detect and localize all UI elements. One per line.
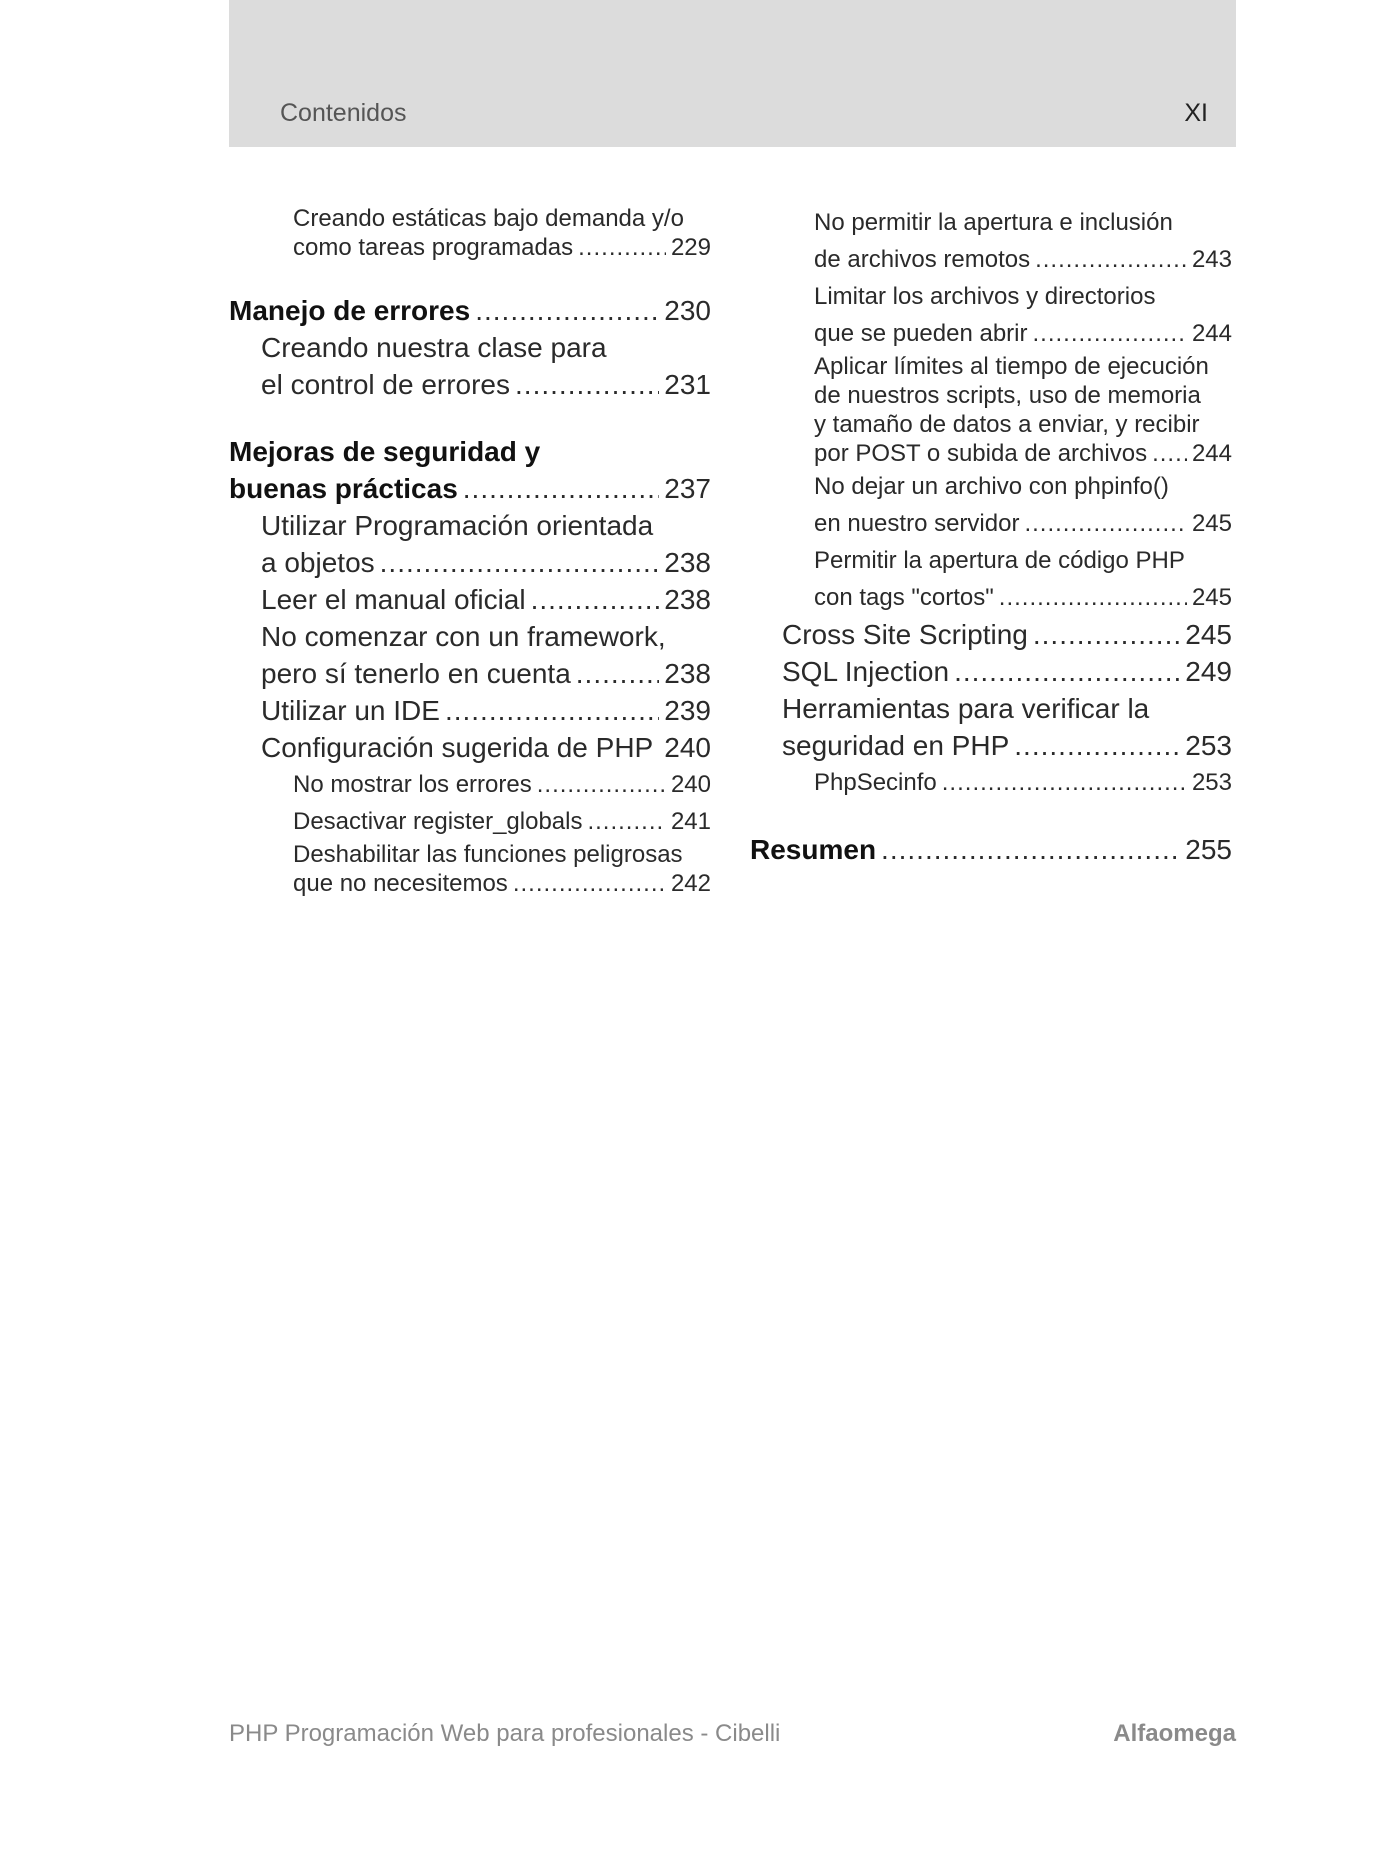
dot-leader: [587, 803, 665, 840]
toc-entry-title: a objetos: [261, 547, 375, 578]
book-title: PHP Programación Web para profesionales - Cibelli: [229, 1720, 781, 1747]
toc-entry-title: Resumen: [750, 834, 877, 865]
dot-leader: [380, 544, 660, 581]
toc-entry[interactable]: [750, 542, 1232, 616]
toc-entry-title: Deshabilitar las funciones peligrosas: [293, 841, 683, 868]
toc-entry[interactable]: [750, 831, 1232, 868]
toc-page-number: 231: [664, 369, 711, 400]
toc-entry[interactable]: [229, 581, 711, 618]
toc-entry-title: Mejoras de seguridad y: [229, 436, 541, 467]
toc-entry-title: Creando estáticas bajo demanda y/o: [293, 205, 684, 232]
toc-page-number: 245: [1185, 619, 1232, 650]
toc-entry-title: pero sí tenerlo en cuenta: [261, 658, 571, 689]
publisher-name: Alfaomega: [1113, 1720, 1236, 1747]
dot-leader: [537, 766, 666, 803]
page-header: [229, 0, 1236, 147]
toc-entry-title: Herramientas para verificar la: [782, 693, 1150, 724]
toc-entry[interactable]: [750, 352, 1232, 468]
toc-page-number: 230: [664, 295, 711, 326]
toc-entry[interactable]: [750, 690, 1232, 764]
toc-page-number: 240: [664, 732, 711, 763]
dot-leader: [999, 579, 1187, 616]
dot-leader: [531, 581, 660, 618]
toc-entry-title: de nuestros scripts, uso de memoria: [814, 382, 1201, 409]
toc-page-number: 244: [1191, 320, 1232, 347]
toc-page-number: 238: [664, 584, 711, 615]
toc-page-number: 245: [1191, 584, 1232, 611]
section-title: Contenidos: [280, 99, 407, 127]
toc-entry[interactable]: [229, 803, 711, 840]
toc-entry[interactable]: [229, 618, 711, 692]
toc-page-number: 242: [670, 870, 711, 897]
toc-entry[interactable]: [229, 433, 711, 507]
toc-entry-title: No dejar un archivo con phpinfo(): [814, 473, 1169, 500]
toc-entry-title: Limitar los archivos y directorios: [814, 283, 1156, 310]
toc-entry-title: SQL Injection: [782, 656, 950, 687]
toc-page-number: 255: [1185, 834, 1232, 865]
dot-leader: [1014, 727, 1180, 764]
dot-leader: [954, 653, 1180, 690]
toc-page-number: 249: [1185, 656, 1232, 687]
toc-entry-title: seguridad en PHP: [782, 730, 1010, 761]
toc-entry[interactable]: [229, 729, 711, 766]
toc-entry-title: No comenzar con un framework,: [261, 621, 666, 652]
toc-page-number: 253: [1185, 730, 1232, 761]
toc-entry-title: Permitir la apertura de código PHP: [814, 547, 1185, 574]
toc-entry[interactable]: [229, 692, 711, 729]
toc-entry-title: en nuestro servidor: [814, 510, 1020, 537]
toc-entry[interactable]: [229, 292, 711, 329]
toc-entry-title: Utilizar Programación orientada: [261, 510, 654, 541]
dot-leader: [1152, 439, 1187, 468]
dot-leader: [881, 831, 1180, 868]
toc-entry[interactable]: [750, 764, 1232, 801]
toc-entry[interactable]: [229, 204, 711, 262]
toc-entry-title: Creando nuestra clase para: [261, 332, 607, 363]
toc-page-number: 244: [1191, 440, 1232, 467]
dot-leader: [658, 729, 659, 766]
dot-leader: [463, 470, 660, 507]
page-number: XI: [1184, 99, 1208, 127]
toc-page-number: 237: [664, 473, 711, 504]
dot-leader: [578, 233, 666, 262]
toc-entry-title: Manejo de errores: [229, 295, 471, 326]
toc-entry-title: Cross Site Scripting: [782, 619, 1028, 650]
toc-entry-title: por POST o subida de archivos: [814, 440, 1148, 467]
toc-entry-title: Leer el manual oficial: [261, 584, 526, 615]
toc-entry-title: No mostrar los errores: [293, 771, 532, 798]
dot-leader: [1035, 241, 1187, 278]
toc-entry-title: que se pueden abrir: [814, 320, 1028, 347]
toc-entry-title: PhpSecinfo: [814, 769, 937, 796]
dot-leader: [1033, 315, 1187, 352]
dot-leader: [445, 692, 659, 729]
toc-page-number: 239: [664, 695, 711, 726]
dot-leader: [576, 655, 660, 692]
dot-leader: [475, 292, 659, 329]
toc-entry[interactable]: [229, 329, 711, 403]
toc-page-number: 245: [1191, 510, 1232, 537]
toc-entry-title: Desactivar register_globals: [293, 808, 583, 835]
toc-entry-title: el control de errores: [261, 369, 511, 400]
toc-entry-title: que no necesitemos: [293, 870, 508, 897]
dot-leader: [1033, 616, 1180, 653]
toc-page-number: 238: [664, 547, 711, 578]
toc-page-number: 243: [1191, 246, 1232, 273]
toc-entry-title: Configuración sugerida de PHP: [261, 732, 654, 763]
toc-entry[interactable]: [229, 840, 711, 898]
toc-entry[interactable]: [750, 653, 1232, 690]
dot-leader: [513, 869, 666, 898]
toc-entry[interactable]: [229, 766, 711, 803]
toc-entry[interactable]: [750, 616, 1232, 653]
toc-entry-title: y tamaño de datos a enviar, y recibir: [814, 411, 1200, 438]
dot-leader: [1024, 505, 1187, 542]
dot-leader: [515, 366, 659, 403]
toc-right-column: [750, 204, 1232, 868]
toc-entry[interactable]: [750, 278, 1232, 352]
toc-page-number: 241: [670, 808, 711, 835]
toc-entry-title: como tareas programadas: [293, 234, 574, 261]
toc-left-column: [229, 204, 711, 898]
toc-entry-title: Aplicar límites al tiempo de ejecución: [814, 353, 1209, 380]
toc-entry[interactable]: [750, 204, 1232, 278]
toc-entry[interactable]: [750, 468, 1232, 542]
toc-entry-title: con tags "cortos": [814, 584, 994, 611]
toc-page-number: 253: [1191, 769, 1232, 796]
toc-entry[interactable]: [229, 507, 711, 581]
toc-entry-title: No permitir la apertura e inclusión: [814, 209, 1173, 236]
toc-entry-title: buenas prácticas: [229, 473, 458, 504]
toc-entry-title: Utilizar un IDE: [261, 695, 440, 726]
toc-page-number: 240: [670, 771, 711, 798]
toc-page-number: 238: [664, 658, 711, 689]
dot-leader: [942, 764, 1187, 801]
toc-entry-title: de archivos remotos: [814, 246, 1031, 273]
toc-page-number: 229: [670, 234, 711, 261]
